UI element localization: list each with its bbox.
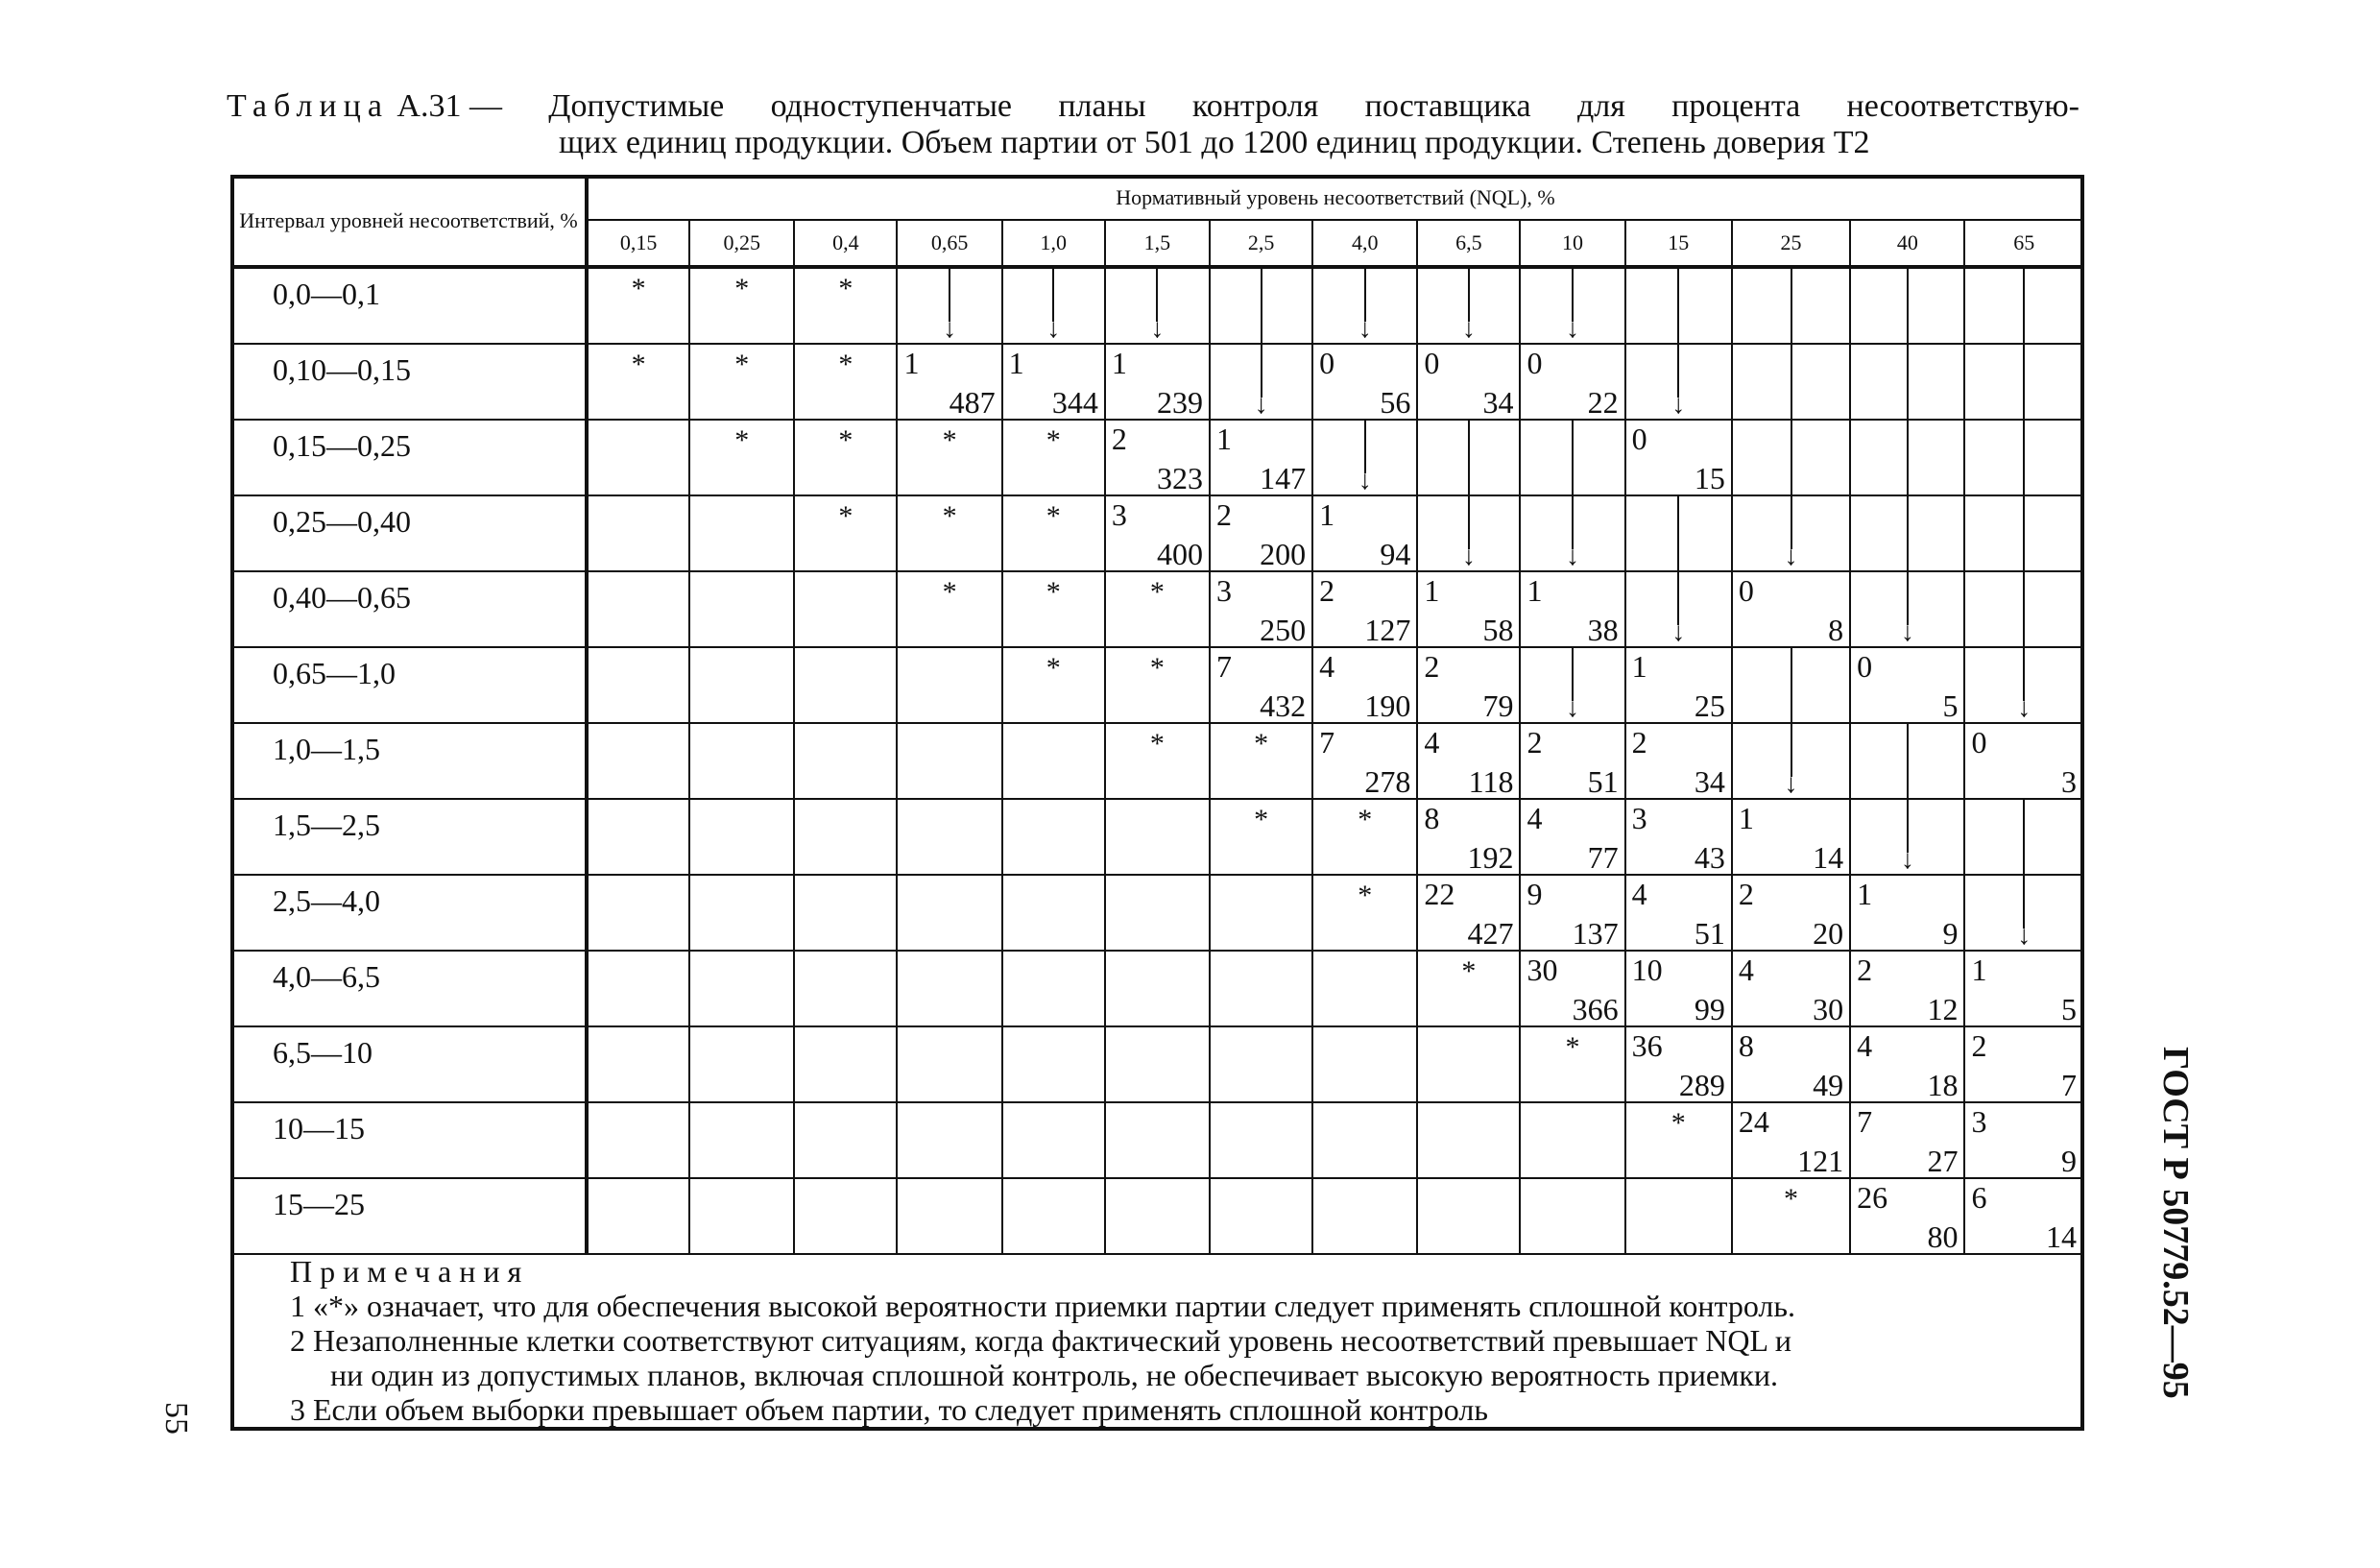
header-nql-0: 0,15 <box>587 220 689 267</box>
arrow-head: ↓ <box>1358 314 1372 344</box>
sample-size: 239 <box>1156 385 1203 420</box>
sample-size: 25 <box>1694 688 1725 723</box>
sample-size: 43 <box>1694 840 1725 875</box>
arrow-head: ↓ <box>1566 542 1580 571</box>
notes-title: Примечания <box>290 1254 530 1289</box>
full-inspection-mark: * <box>942 424 957 456</box>
full-inspection-mark: * <box>1358 804 1373 835</box>
acceptance-number: 10 <box>1631 953 1663 987</box>
sample-size: 432 <box>1260 688 1307 723</box>
header-nql-8: 6,5 <box>1417 220 1520 267</box>
sample-size: 9 <box>2061 1144 2077 1178</box>
acceptance-number: 1 <box>1738 801 1754 835</box>
header-nql-12: 40 <box>1850 220 1964 267</box>
full-inspection-mark: * <box>1254 804 1269 835</box>
acceptance-number: 26 <box>1857 1180 1888 1215</box>
row-interval-label: 0,25—0,40 <box>231 495 587 571</box>
acceptance-number: 2 <box>1631 725 1647 760</box>
row-interval-label: 15—25 <box>231 1178 587 1254</box>
sample-size: 137 <box>1572 916 1619 951</box>
full-inspection-mark: * <box>838 500 853 532</box>
sample-size: 9 <box>1942 916 1959 951</box>
sample-size: 366 <box>1572 992 1619 1026</box>
caption-word: Допустимые <box>548 88 725 124</box>
acceptance-number: 2 <box>1527 725 1543 760</box>
full-inspection-mark: * <box>1149 576 1165 608</box>
full-inspection-mark: * <box>838 424 853 456</box>
caption-word: процента <box>1671 88 1801 124</box>
arrow-head: ↓ <box>943 314 957 344</box>
acceptance-number: 30 <box>1527 953 1558 987</box>
full-inspection-mark: * <box>1149 652 1165 684</box>
arrow-head: ↓ <box>1254 390 1268 420</box>
row-interval-label: 1,0—1,5 <box>231 723 587 799</box>
arrow-head: ↓ <box>1566 693 1580 723</box>
header-nql-9: 10 <box>1520 220 1624 267</box>
sample-size: 323 <box>1156 461 1203 495</box>
acceptance-number: 3 <box>1215 573 1232 608</box>
table-caption <box>227 88 2079 161</box>
acceptance-number: 2 <box>1971 1028 1987 1063</box>
sample-size: 80 <box>1927 1219 1959 1254</box>
full-inspection-mark: * <box>1254 728 1269 760</box>
caption-word: контроля <box>1191 88 1319 124</box>
row-interval-label: 6,5—10 <box>231 1026 587 1102</box>
page-number: 55 <box>158 1402 194 1435</box>
arrow-head: ↓ <box>1461 314 1476 344</box>
acceptance-number: 1 <box>1319 497 1335 532</box>
acceptance-number: 2 <box>1215 497 1232 532</box>
sample-size: 192 <box>1467 840 1514 875</box>
row-interval-label: 1,5—2,5 <box>231 799 587 875</box>
note-3: 3 Если объем выборки превышает объем партии, то следует применять сплошной контроль <box>290 1392 1488 1427</box>
sample-size: 200 <box>1260 537 1307 571</box>
full-inspection-mark: * <box>734 424 750 456</box>
sample-size: 400 <box>1156 537 1203 571</box>
sample-size: 121 <box>1797 1144 1844 1178</box>
sample-size: 51 <box>1587 764 1619 799</box>
note-2a: 2 Незаполненные клетки соответствуют ситуациям, когда фактический уровень несоответствий превышает NQL и <box>290 1323 1791 1358</box>
sample-size: 94 <box>1380 537 1411 571</box>
full-inspection-mark: * <box>1358 880 1373 911</box>
acceptance-number: 3 <box>1111 497 1127 532</box>
acceptance-number: 1 <box>1857 877 1873 911</box>
acceptance-number: 0 <box>1631 422 1647 456</box>
acceptance-number: 24 <box>1738 1104 1769 1139</box>
sample-size: 99 <box>1694 992 1725 1026</box>
header-nql-2: 0,4 <box>794 220 897 267</box>
sample-size: 38 <box>1587 613 1619 647</box>
sample-size: 22 <box>1587 385 1619 420</box>
caption-line-1 <box>227 88 2079 125</box>
header-interval: Интервал уровней несоответствий, % <box>231 176 587 267</box>
acceptance-number: 0 <box>1738 573 1754 608</box>
acceptance-number: 3 <box>1631 801 1647 835</box>
acceptance-number: 1 <box>1111 346 1127 380</box>
acceptance-number: 4 <box>1857 1028 1873 1063</box>
full-inspection-mark: * <box>838 273 853 304</box>
sample-size: 77 <box>1587 840 1619 875</box>
sample-size: 34 <box>1694 764 1725 799</box>
sample-size: 3 <box>2061 764 2077 799</box>
sample-size: 15 <box>1694 461 1725 495</box>
arrow-head: ↓ <box>2017 693 2031 723</box>
sample-size: 12 <box>1927 992 1959 1026</box>
acceptance-number: 0 <box>1527 346 1543 380</box>
sample-size: 30 <box>1813 992 1844 1026</box>
acceptance-number: 2 <box>1319 573 1335 608</box>
arrow-head: ↓ <box>1150 314 1165 344</box>
arrow-head: ↓ <box>1900 845 1914 875</box>
acceptance-number: 1 <box>1631 649 1647 684</box>
acceptance-number: 2 <box>1111 422 1127 456</box>
acceptance-number: 1 <box>1527 573 1543 608</box>
acceptance-number: 4 <box>1527 801 1543 835</box>
caption-word: для <box>1576 88 1625 124</box>
acceptance-number: 2 <box>1424 649 1440 684</box>
full-inspection-mark: * <box>1046 652 1061 684</box>
note-2b: ни один из допустимых планов, включая сплошной контроль, не обеспечивает высокую вероятность приемки. <box>330 1358 1779 1392</box>
sample-size: 8 <box>1828 613 1844 647</box>
sample-size: 20 <box>1813 916 1844 951</box>
sample-size: 190 <box>1364 688 1411 723</box>
sample-size: 289 <box>1678 1068 1725 1102</box>
table-frame <box>230 175 2084 1431</box>
sample-size: 58 <box>1482 613 1514 647</box>
full-inspection-mark: * <box>1461 955 1477 987</box>
sample-size: 250 <box>1260 613 1307 647</box>
sample-size: 118 <box>1468 764 1514 799</box>
arrow-head: ↓ <box>2017 921 2031 951</box>
caption-word: несоответствую- <box>1846 88 2079 124</box>
acceptance-number: 22 <box>1424 877 1455 911</box>
sample-size: 14 <box>2046 1219 2077 1254</box>
sample-size: 127 <box>1364 613 1411 647</box>
header-nql-title: Нормативный уровень несоответствий (NQL), % <box>587 176 2083 220</box>
full-inspection-mark: * <box>1046 576 1061 608</box>
caption-prefix: Таблица А.31 — <box>227 88 502 124</box>
caption-word: планы <box>1058 88 1146 124</box>
sample-size: 5 <box>1942 688 1959 723</box>
sample-size: 56 <box>1380 385 1411 420</box>
sample-size: 51 <box>1694 916 1725 951</box>
header-nql-5: 1,5 <box>1105 220 1210 267</box>
header-nql-11: 25 <box>1732 220 1850 267</box>
sample-size: 7 <box>2061 1068 2077 1102</box>
row-interval-label: 0,40—0,65 <box>231 571 587 647</box>
full-inspection-mark: * <box>1565 1031 1580 1063</box>
acceptance-number: 0 <box>1319 346 1335 380</box>
arrow-head: ↓ <box>1671 617 1686 647</box>
full-inspection-mark: * <box>1149 728 1165 760</box>
sample-size: 49 <box>1813 1068 1844 1102</box>
acceptance-number: 1 <box>1971 953 1987 987</box>
row-interval-label: 0,15—0,25 <box>231 420 587 495</box>
notes-block <box>290 1254 2066 1427</box>
header-nql-7: 4,0 <box>1312 220 1417 267</box>
acceptance-number: 2 <box>1857 953 1873 987</box>
acceptance-number: 6 <box>1971 1180 1987 1215</box>
caption-word: поставщика <box>1364 88 1531 124</box>
full-inspection-mark: * <box>838 349 853 380</box>
header-nql-10: 15 <box>1625 220 1732 267</box>
full-inspection-mark: * <box>631 349 646 380</box>
caption-line-2: щих единиц продукции. Объем партии от 501 до 1200 единиц продукции. Степень доверия Т2 <box>559 125 1870 160</box>
sample-size: 278 <box>1364 764 1411 799</box>
acceptance-number: 2 <box>1738 877 1754 911</box>
acceptance-number: 7 <box>1319 725 1335 760</box>
arrow-head: ↓ <box>1461 542 1476 571</box>
acceptance-number: 8 <box>1738 1028 1754 1063</box>
full-inspection-mark: * <box>1671 1107 1686 1139</box>
acceptance-number: 4 <box>1424 725 1440 760</box>
acceptance-number: 3 <box>1971 1104 1987 1139</box>
acceptance-number: 0 <box>1857 649 1873 684</box>
sample-size: 147 <box>1260 461 1307 495</box>
acceptance-number: 7 <box>1857 1104 1873 1139</box>
full-inspection-mark: * <box>1046 500 1061 532</box>
sample-size: 344 <box>1051 385 1098 420</box>
acceptance-number: 36 <box>1631 1028 1663 1063</box>
row-interval-label: 0,0—0,1 <box>231 267 587 344</box>
full-inspection-mark: * <box>734 349 750 380</box>
row-interval-label: 4,0—6,5 <box>231 951 587 1026</box>
acceptance-number: 4 <box>1738 953 1754 987</box>
acceptance-number: 7 <box>1215 649 1232 684</box>
sample-size: 5 <box>2061 992 2077 1026</box>
acceptance-number: 1 <box>903 346 920 380</box>
header-nql-13: 65 <box>1964 220 2083 267</box>
sample-size: 14 <box>1813 840 1844 875</box>
sample-size: 487 <box>949 385 996 420</box>
sample-size: 79 <box>1482 688 1514 723</box>
standard-designation: ГОСТ Р 50779.52—95 <box>2155 1047 2196 1399</box>
sample-size: 34 <box>1482 385 1514 420</box>
row-interval-label: 2,5—4,0 <box>231 875 587 951</box>
acceptance-number: 0 <box>1971 725 1987 760</box>
full-inspection-mark: * <box>1784 1183 1798 1215</box>
arrow-head: ↓ <box>1046 314 1061 344</box>
full-inspection-mark: * <box>942 500 957 532</box>
header-nql-6: 2,5 <box>1210 220 1312 267</box>
arrow-head: ↓ <box>1566 314 1580 344</box>
sample-size: 27 <box>1927 1144 1959 1178</box>
full-inspection-mark: * <box>942 576 957 608</box>
acceptance-number: 9 <box>1527 877 1543 911</box>
sample-size: 18 <box>1927 1068 1959 1102</box>
row-interval-label: 10—15 <box>231 1102 587 1178</box>
acceptance-number: 4 <box>1319 649 1335 684</box>
header-nql-4: 1,0 <box>1002 220 1105 267</box>
acceptance-number: 1 <box>1215 422 1232 456</box>
arrow-head: ↓ <box>1784 542 1798 571</box>
acceptance-number: 1 <box>1424 573 1440 608</box>
acceptance-number: 0 <box>1424 346 1440 380</box>
arrow-head: ↓ <box>1358 466 1372 495</box>
full-inspection-mark: * <box>631 273 646 304</box>
full-inspection-mark: * <box>1046 424 1061 456</box>
header-nql-1: 0,25 <box>689 220 794 267</box>
note-1: 1 «*» означает, что для обеспечения высокой вероятности приемки партии следует применять сплошной контроль. <box>290 1289 1795 1323</box>
arrow-head: ↓ <box>1784 769 1798 799</box>
acceptance-number: 1 <box>1008 346 1024 380</box>
arrow-head: ↓ <box>1900 617 1914 647</box>
acceptance-number: 4 <box>1631 877 1647 911</box>
header-nql-3: 0,65 <box>897 220 1001 267</box>
acceptance-number: 8 <box>1424 801 1440 835</box>
row-interval-label: 0,10—0,15 <box>231 344 587 420</box>
caption-word: одноступенчатые <box>770 88 1013 124</box>
row-interval-label: 0,65—1,0 <box>231 647 587 723</box>
sample-size: 427 <box>1467 916 1514 951</box>
arrow-head: ↓ <box>1671 390 1686 420</box>
full-inspection-mark: * <box>734 273 750 304</box>
